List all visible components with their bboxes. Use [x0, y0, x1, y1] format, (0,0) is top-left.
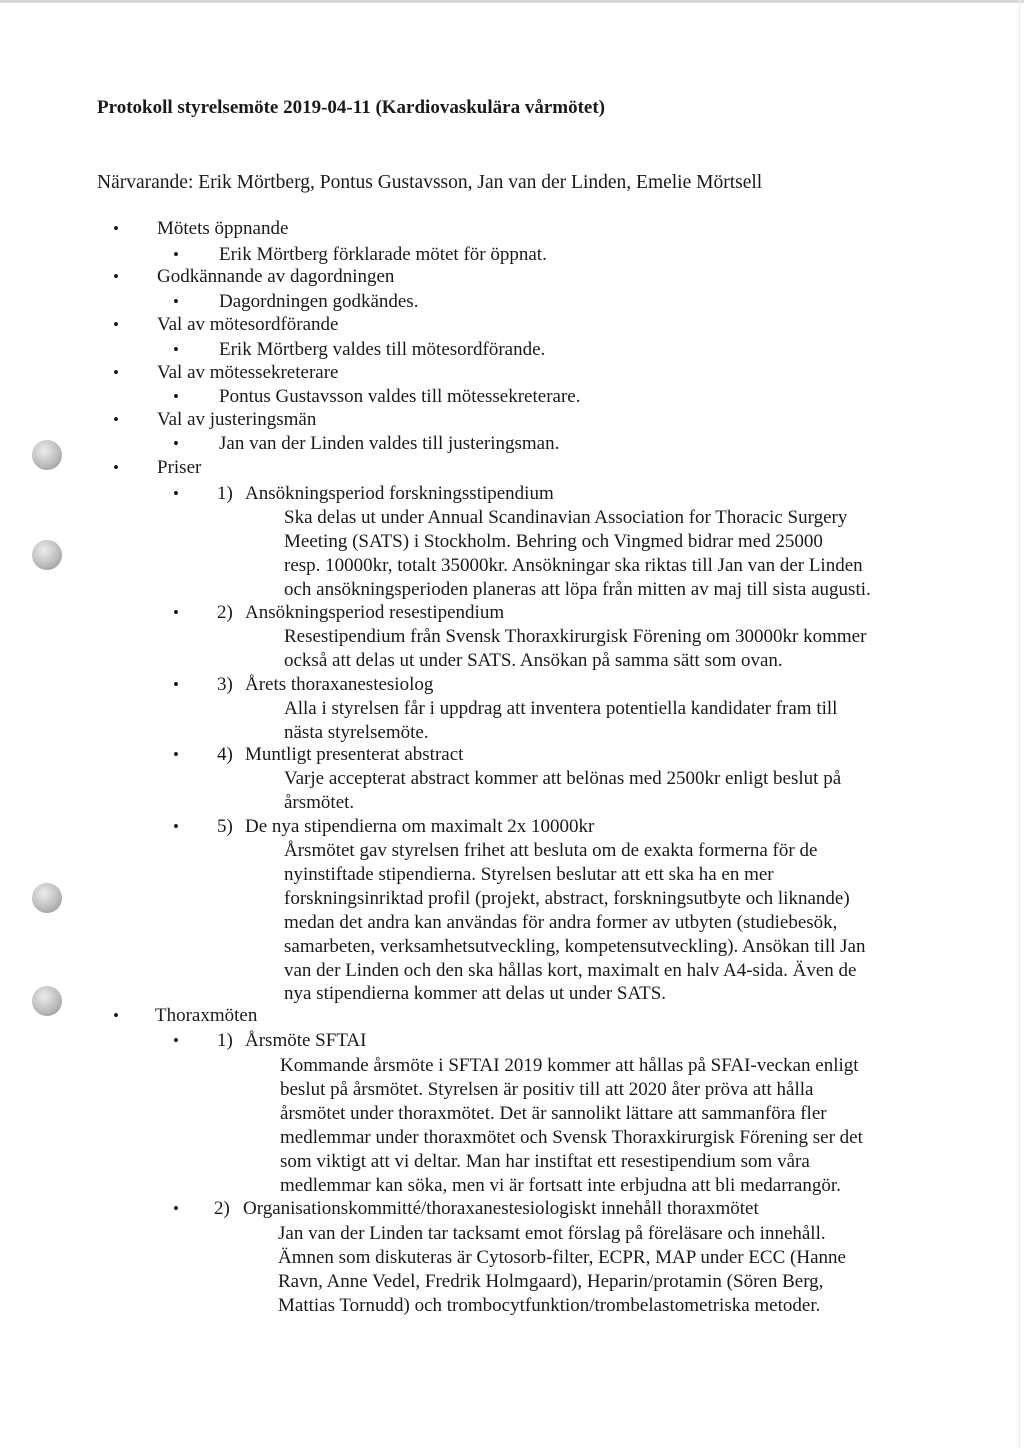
body-line: Varje accepterat abstract kommer att belönas med 2500kr enligt beslut på: [284, 768, 842, 789]
body-line: medlemmar kan söka, men vi är fortsatt inte erbjudna att bli medarrangör.: [280, 1174, 841, 1196]
bullet: •: [113, 219, 119, 238]
body-line: årsmötet.: [284, 791, 355, 813]
bullet: •: [173, 292, 179, 311]
item-heading: Organisationskommitté/thoraxanestesiologiskt innehåll thoraxmötet: [243, 1198, 759, 1219]
item-body: [284, 767, 841, 815]
body-line: Mattias Tornudd) och trombocytfunktion/trombelastometriska metoder.: [278, 1294, 821, 1316]
item-heading: Ansökningsperiod forskningsstipendium: [245, 483, 554, 504]
body-line: Ska delas ut under Annual Scandinavian Association for Thoracic Surgery: [284, 507, 848, 528]
body-line: medan det andra kan användas för andra former av utbyten (studiebesök,: [284, 911, 838, 933]
body-line: också att delas ut under SATS. Ansökan på samma sätt som ovan.: [284, 649, 783, 671]
body-line: nya stipendierna kommer att delas ut under SATS.: [284, 983, 667, 1005]
agenda-heading: Val av justeringsmän: [157, 409, 317, 430]
bullet: •: [113, 363, 119, 382]
section-heading-thoraxmoten: Thoraxmöten: [155, 1005, 258, 1026]
attendees-line: Närvarande: Erik Mörtberg, Pontus Gustavsson, Jan van der Linden, Emelie Mörtsell: [97, 172, 763, 193]
body-line: Årsmötet gav styrelsen frihet att besluta om de exakta formerna för de: [284, 840, 818, 861]
bullet: •: [173, 817, 179, 836]
agenda-decision: Dagordningen godkändes.: [219, 291, 419, 312]
body-line: som viktigt att vi deltar. Man har instiftat ett resestipendium som våra: [280, 1150, 810, 1172]
body-line: Ravn, Anne Vedel, Fredrik Holmgaard), Heparin/protamin (Sören Berg,: [278, 1270, 824, 1292]
body-line: van der Linden och den ska hållas kort, maximalt en halv A4-sida. Även de: [284, 959, 857, 981]
body-line: nästa styrelsemöte.: [284, 721, 429, 743]
item-number: 4): [217, 744, 233, 765]
document-title: Protokoll styrelsemöte 2019-04-11 (Kardiovaskulära vårmötet): [97, 97, 605, 118]
body-line: Ämnen som diskuteras är Cytosorb-filter, ECPR, MAP under ECC (Hanne: [278, 1246, 846, 1268]
agenda-heading: Godkännande av dagordningen: [157, 266, 395, 287]
item-number: 5): [217, 816, 233, 837]
body-line: beslut på årsmötet. Styrelsen är positiv till att 2020 åter pröva att hålla: [280, 1078, 814, 1100]
bullet: •: [173, 387, 179, 406]
body-line: forskningsinriktad profil (projekt, abstract, forskningsutbyte och liknande): [284, 887, 850, 909]
item-body: [284, 839, 865, 1006]
body-line: resp. 10000kr, totalt 35000kr. Ansökningar ska riktas till Jan van der Linden: [284, 554, 863, 576]
item-number: 1): [217, 483, 233, 504]
body-line: medlemmar under thoraxmötet och Svensk Thoraxkirurgisk Förening ser det: [280, 1126, 863, 1148]
body-line: Kommande årsmöte i SFTAI 2019 kommer att hållas på SFAI-veckan enligt: [280, 1055, 859, 1076]
agenda-decision: Erik Mörtberg valdes till mötesordförande.: [219, 339, 546, 360]
item-body: [284, 697, 837, 745]
body-line: årsmötet under thoraxmötet. Det är sannolikt lättare att sammanföra fler: [280, 1102, 827, 1124]
item-body: [278, 1222, 846, 1318]
body-line: Alla i styrelsen får i uppdrag att inventera potentiella kandidater fram till: [284, 698, 838, 719]
bullet: •: [173, 1031, 179, 1050]
body-line: och ansökningsperioden planeras att löpa från mitten av maj till sista augusti.: [284, 578, 871, 600]
item-heading: Ansökningsperiod resestipendium: [245, 602, 505, 623]
item-heading: De nya stipendierna om maximalt 2x 10000kr: [245, 816, 595, 837]
bullet: •: [173, 603, 179, 622]
punch-hole: [32, 986, 62, 1016]
item-number: 2): [214, 1198, 230, 1219]
agenda-heading: Val av mötesordförande: [157, 314, 339, 335]
body-line: samarbeten, verksamhetsutveckling, kompetensutveckling). Ansökan till Jan: [284, 935, 866, 957]
bullet: •: [173, 245, 179, 264]
punch-hole: [32, 883, 62, 913]
item-body: [284, 506, 871, 602]
item-heading: Muntligt presenterat abstract: [245, 744, 464, 765]
agenda-decision: Jan van der Linden valdes till justeringsman.: [219, 433, 560, 454]
bullet: •: [113, 1006, 119, 1025]
bullet: •: [173, 675, 179, 694]
bullet: •: [113, 458, 119, 477]
body-line: Meeting (SATS) i Stockholm. Behring och Vingmed bidrar med 25000: [284, 530, 823, 552]
bullet: •: [113, 410, 119, 429]
agenda-heading: Val av mötessekreterare: [157, 362, 339, 383]
body-line: nyinstiftade stipendierna. Styrelsen beslutar att ett ska ha en mer: [284, 863, 774, 885]
scan-edge-top: [0, 0, 1024, 3]
agenda-decision: Pontus Gustavsson valdes till mötessekreterare.: [219, 386, 581, 407]
punch-hole: [32, 540, 62, 570]
item-number: 3): [217, 674, 233, 695]
body-line: Resestipendium från Svensk Thoraxkirurgisk Förening om 30000kr kommer: [284, 626, 867, 647]
bullet: •: [173, 484, 179, 503]
bullet: •: [113, 315, 119, 334]
bullet: •: [113, 267, 119, 286]
item-number: 2): [217, 602, 233, 623]
item-body: [280, 1054, 863, 1197]
punch-hole: [32, 440, 62, 470]
bullet: •: [173, 340, 179, 359]
bullet: •: [173, 1199, 179, 1218]
bullet: •: [173, 434, 179, 453]
item-body: [284, 625, 866, 673]
item-heading: Årsmöte SFTAI: [245, 1030, 367, 1051]
agenda-decision: Erik Mörtberg förklarade mötet för öppnat.: [219, 244, 547, 265]
item-heading: Årets thoraxanestesiolog: [245, 674, 434, 695]
item-number: 1): [217, 1030, 233, 1051]
body-line: Jan van der Linden tar tacksamt emot förslag på föreläsare och innehåll.: [278, 1223, 826, 1244]
agenda-heading: Mötets öppnande: [157, 218, 289, 239]
section-heading-priser: Priser: [157, 457, 202, 478]
scan-edge-right: [1019, 0, 1020, 1448]
bullet: •: [173, 745, 179, 764]
